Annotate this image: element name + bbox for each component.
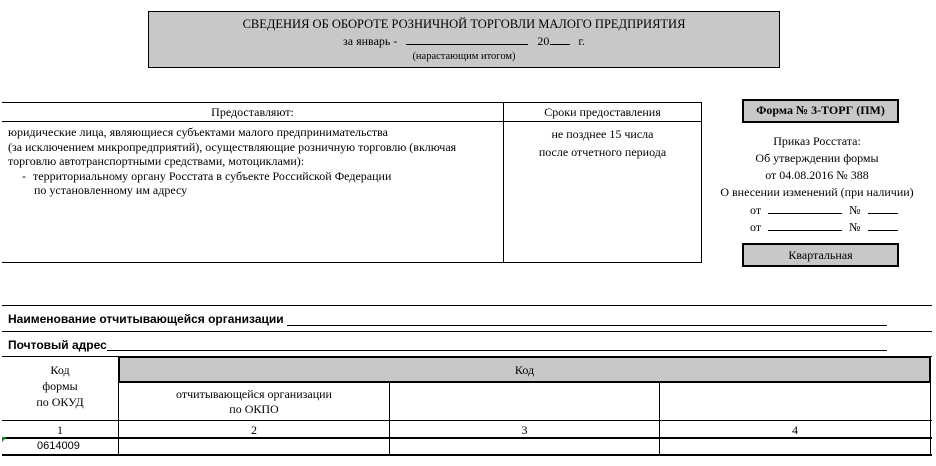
deadline-line: после отчетного периода [538,145,667,159]
code-col-4-input[interactable] [660,439,930,454]
okpo-code-input[interactable] [119,439,389,454]
amendment-number-label: № [849,203,861,217]
submitters-text [8,125,500,198]
amendment-from-label: от [750,220,762,234]
submitters-line: торговлю автотранспортными средствами, мотоциклами): [8,154,305,168]
form-code-header [2,362,118,410]
order-line: от 04.08.2016 № 388 [765,168,869,182]
code-table-data-bottom [2,454,932,456]
submit-table-right-border [701,102,702,263]
submitters-line: юридические лица, являющиеся субъектами малого предпринимательства [8,125,388,139]
year-field[interactable] [550,34,570,45]
year-prefix: 20 [537,34,550,48]
amendment-row-1 [750,201,910,218]
postal-address-label: Почтовый адрес [8,338,107,352]
amendment-row-2 [750,218,910,235]
order-line: Об утверждении формы [755,151,879,165]
code-header: Код [514,363,535,377]
amendment-date-field[interactable] [768,201,842,214]
amendment-number-label: № [849,220,861,234]
code-header-cell [118,356,931,383]
submit-table-bottom-border [2,262,702,263]
order-line: О внесении изменений (при наличии) [720,185,914,199]
amendment-from-label: от [750,203,762,217]
col-number-3: 3 [521,423,528,437]
deadline-header: Сроки предоставления [544,105,661,119]
reporting-period [149,34,779,49]
submitters-bullet-line: территориальному органу Росстата в субъекте Российской Федерации [33,168,392,183]
org-name-field[interactable] [287,325,887,326]
form-number-box [742,99,899,123]
bullet-dash: - [22,168,26,183]
order-line: Приказ Росстата: [773,134,861,148]
okpo-header [119,387,389,417]
org-name-label: Наименование отчитывающейся организации [8,312,284,326]
deadline-text [504,125,701,161]
submit-table-top-border [2,102,702,103]
order-text [712,133,922,201]
periodicity-box [742,243,899,267]
submitters-line: (за исключением микропредприятий), осуществляющие розничную торговлю (включая [8,139,457,154]
submitters-header: Предоставляют: [211,105,294,119]
periodicity-label: Квартальная [788,248,853,262]
okud-code-value: 0614009 [37,440,80,452]
org-section-top-border [2,305,932,306]
form-number-label: Форма № 3-ТОРГ (ПМ) [756,103,885,117]
deadline-line: не позднее 15 числа [551,127,654,141]
form-code-header-line: по ОКУД [36,395,84,409]
okpo-header-line: по ОКПО [229,402,279,416]
period-prefix: за январь - [343,34,398,48]
cell-marker-icon [2,437,7,442]
col-number-1: 1 [57,423,63,437]
form-code-header-line: формы [42,379,78,393]
form-title-box [148,11,780,68]
code-table-header-bottom [2,420,932,421]
code-col-3-input[interactable] [390,439,659,454]
cumulative-note: (нарастающим итогом) [412,51,516,62]
month-field[interactable] [406,34,528,45]
okpo-header-line: отчитывающейся организации [176,387,332,401]
org-name-row-border [2,331,932,332]
form-title: СВЕДЕНИЯ ОБ ОБОРОТЕ РОЗНИЧНОЙ ТОРГОВЛИ МАЛОГО ПРЕДПРИЯТИЯ [242,17,686,31]
col-number-4: 4 [792,423,798,437]
year-suffix: г. [578,34,585,48]
form-code-header-line: Код [50,363,70,377]
postal-address-field[interactable] [107,350,887,351]
submitters-bullet-line: по установленному им адресу [34,183,188,197]
amendment-number-field[interactable] [868,218,898,231]
col-number-2: 2 [251,423,257,437]
submit-table-header-border [2,121,702,122]
amendment-number-field[interactable] [868,201,898,214]
amendment-date-field[interactable] [768,218,842,231]
submitters-bullet [8,169,500,184]
